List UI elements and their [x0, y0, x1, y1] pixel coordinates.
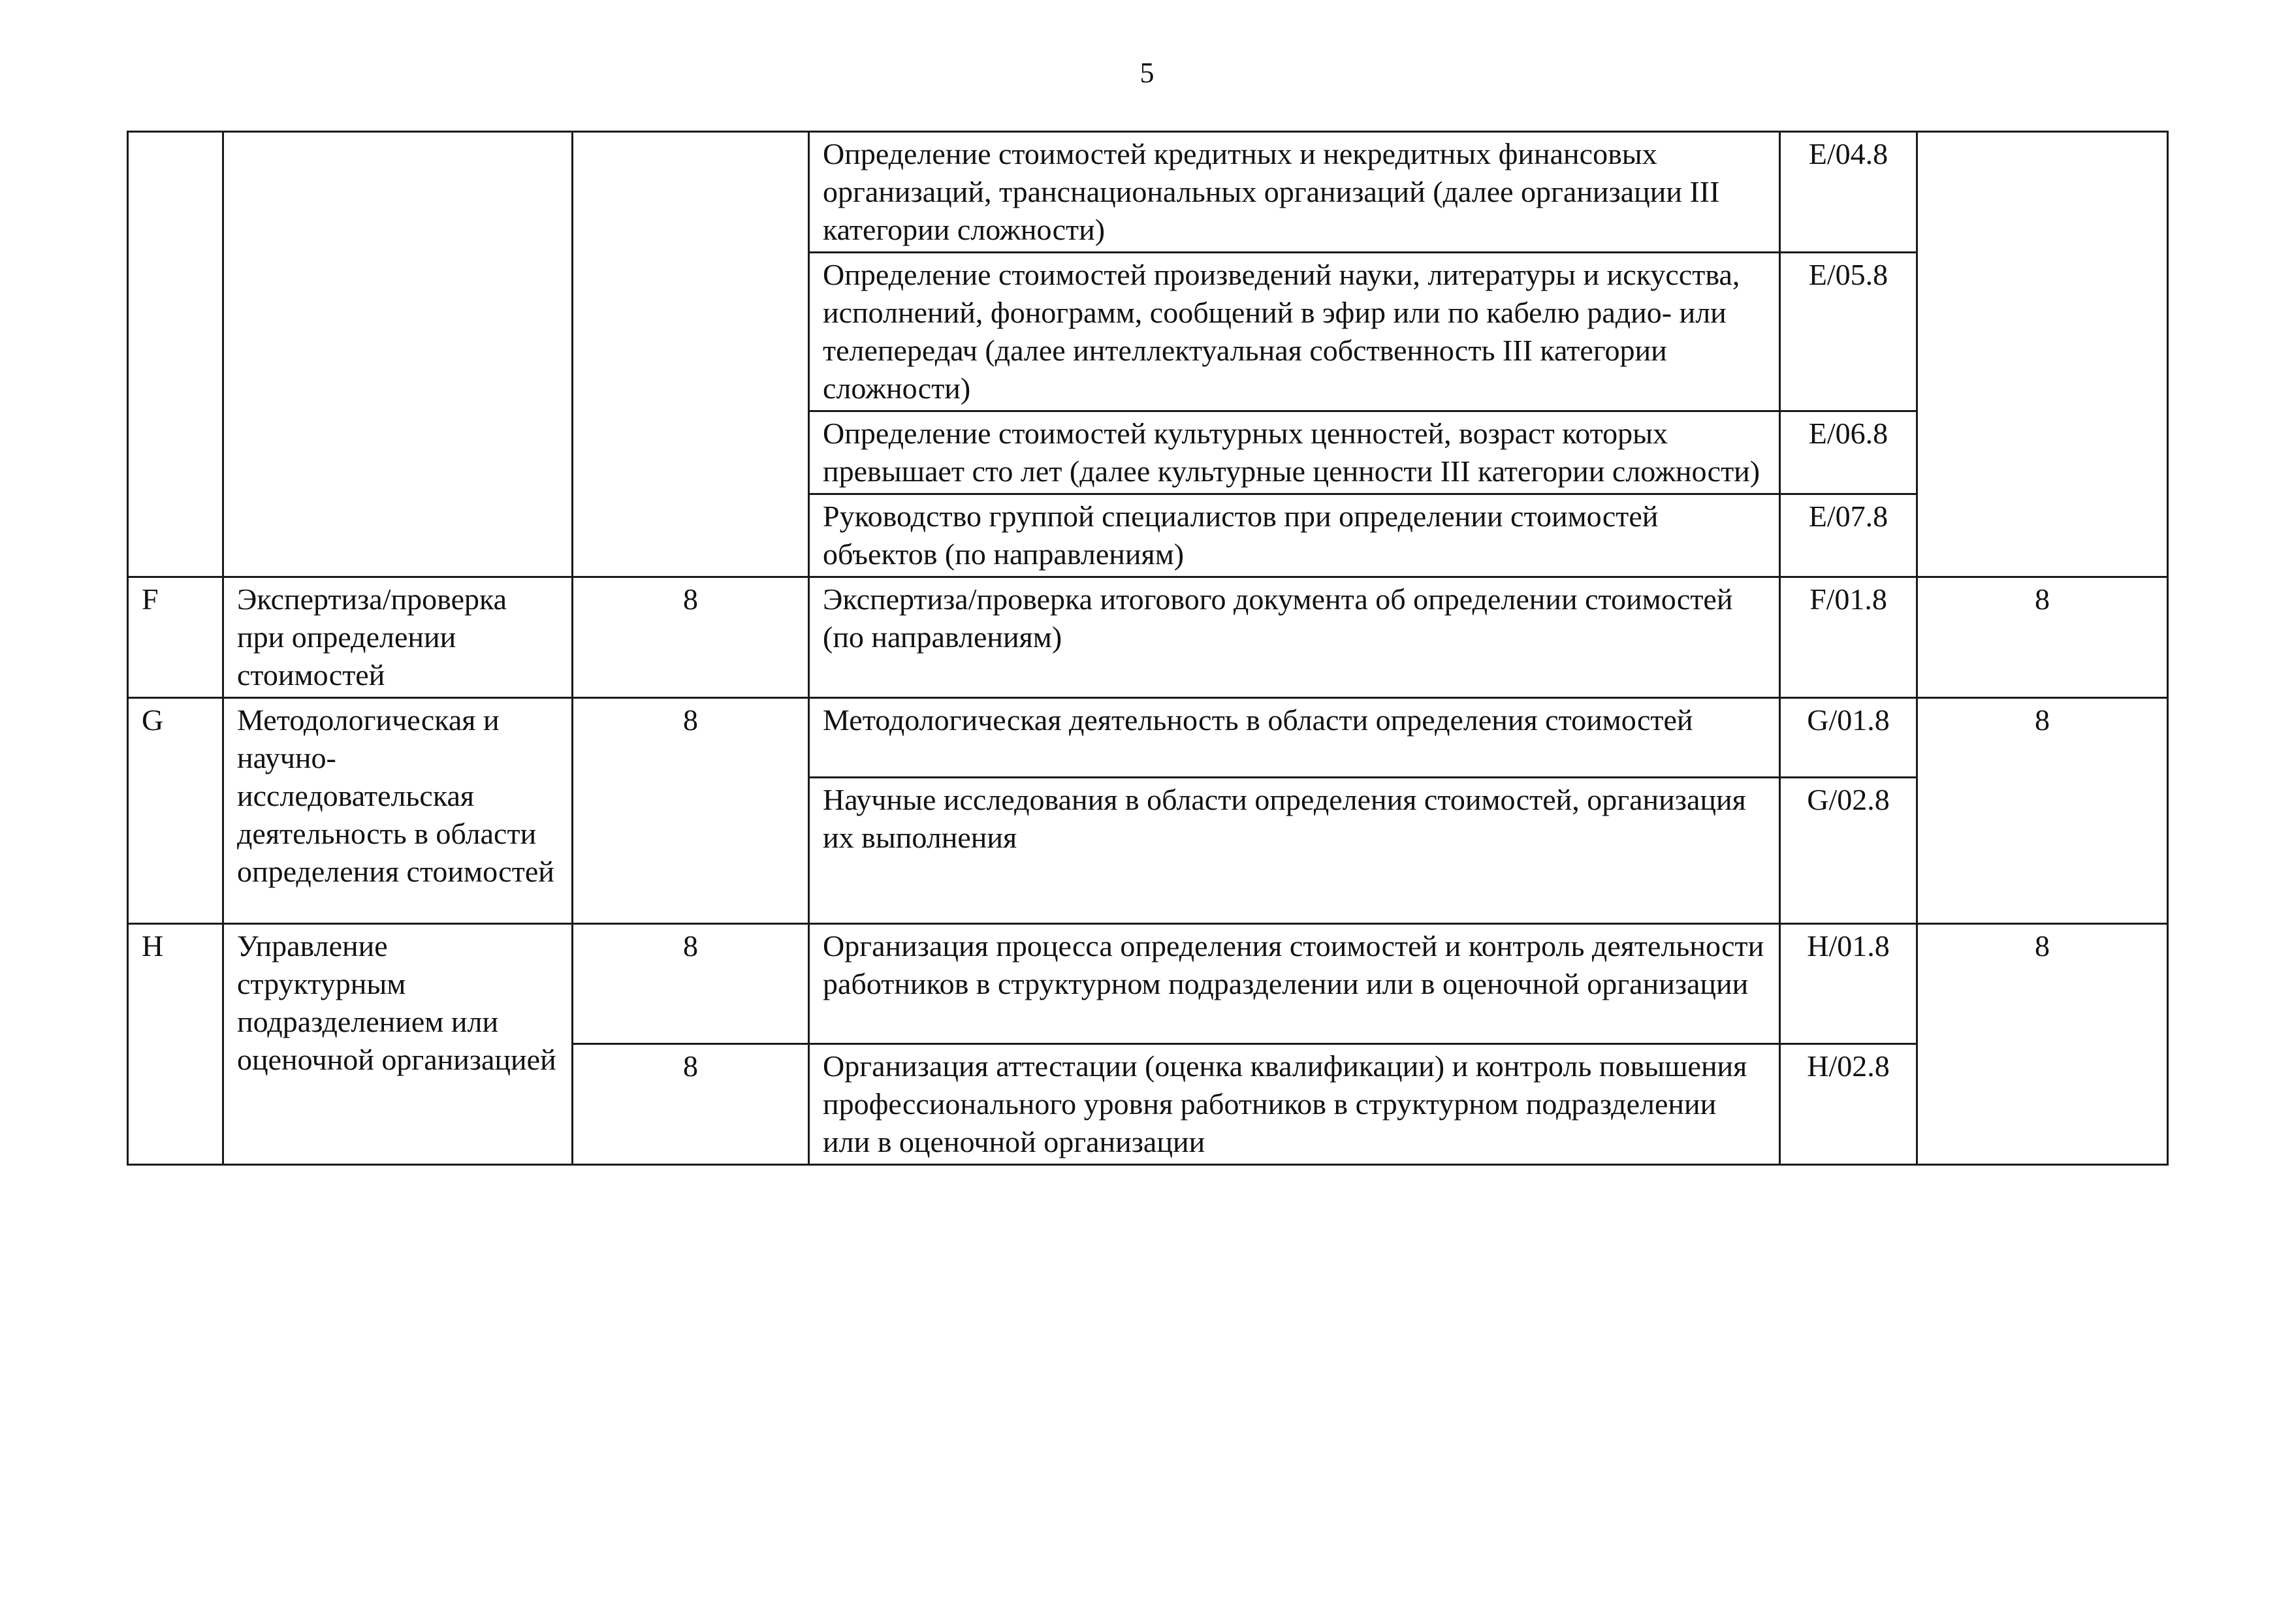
function-name-cell: Научные исследования в области определения стоимостей, организация их выполнения	[809, 778, 1780, 924]
function-level-cell: 8	[1917, 577, 2168, 698]
group-level-cell: 8	[573, 577, 809, 698]
group-code-cell: H	[128, 924, 223, 1165]
group-code-cell: F	[128, 577, 223, 698]
function-name-cell: Определение стоимостей культурных ценностей, возраст которых превышает сто лет (далее культурные ценности III категории сложности)	[809, 411, 1780, 494]
page-number: 5	[1139, 57, 1155, 89]
group-level-cell: 8	[573, 698, 809, 924]
table-row	[128, 698, 2168, 778]
table-row	[128, 924, 2168, 1044]
function-level-cell: 8	[1917, 924, 2168, 1165]
function-name-cell: Организация аттестации (оценка квалификации) и контроль повышения профессионального уровня работников в структурном подразделении или в оценочной организации	[809, 1044, 1780, 1165]
group-level-cell	[573, 132, 809, 577]
table-row	[128, 132, 2168, 253]
function-code-cell: E/04.8	[1780, 132, 1917, 253]
function-code-cell: H/02.8	[1780, 1044, 1917, 1165]
function-code-cell: H/01.8	[1780, 924, 1917, 1044]
function-code-cell: E/06.8	[1780, 411, 1917, 494]
function-name-cell: Методологическая деятельность в области определения стоимостей	[809, 698, 1780, 778]
function-code-cell: E/05.8	[1780, 253, 1917, 411]
function-name-cell: Определение стоимостей кредитных и некредитных финансовых организаций, транснациональных организаций (далее организации III категории сложности)	[809, 132, 1780, 253]
group-level-cell: 8	[573, 924, 809, 1044]
function-level-cell	[1917, 132, 2168, 577]
function-name-cell: Организация процесса определения стоимостей и контроль деятельности работников в структурном подразделении или в оценочной организации	[809, 924, 1780, 1044]
group-level-cell: 8	[573, 1044, 809, 1165]
function-code-cell: G/02.8	[1780, 778, 1917, 924]
functions-table	[127, 131, 2169, 1166]
function-code-cell: G/01.8	[1780, 698, 1917, 778]
function-level-cell: 8	[1917, 698, 2168, 924]
group-name-cell	[223, 132, 573, 577]
function-code-cell: F/01.8	[1780, 577, 1917, 698]
group-code-cell: G	[128, 698, 223, 924]
function-name-cell: Экспертиза/проверка итогового документа об определении стоимостей (по направлениям)	[809, 577, 1780, 698]
group-code-cell	[128, 132, 223, 577]
table-row	[128, 577, 2168, 698]
group-name-cell: Методологическая и научно-исследовательская деятельность в области определения стоимостей	[223, 698, 573, 924]
group-name-cell: Управление структурным подразделением или оценочной организацией	[223, 924, 573, 1165]
group-name-cell: Экспертиза/проверка при определении стоимостей	[223, 577, 573, 698]
function-code-cell: E/07.8	[1780, 494, 1917, 577]
function-name-cell: Определение стоимостей произведений науки, литературы и искусства, исполнений, фонограмм, сообщений в эфир или по кабелю радио- или телепередач (далее интеллектуальная собственность III категории сложности)	[809, 253, 1780, 411]
function-name-cell: Руководство группой специалистов при определении стоимостей объектов (по направлениям)	[809, 494, 1780, 577]
